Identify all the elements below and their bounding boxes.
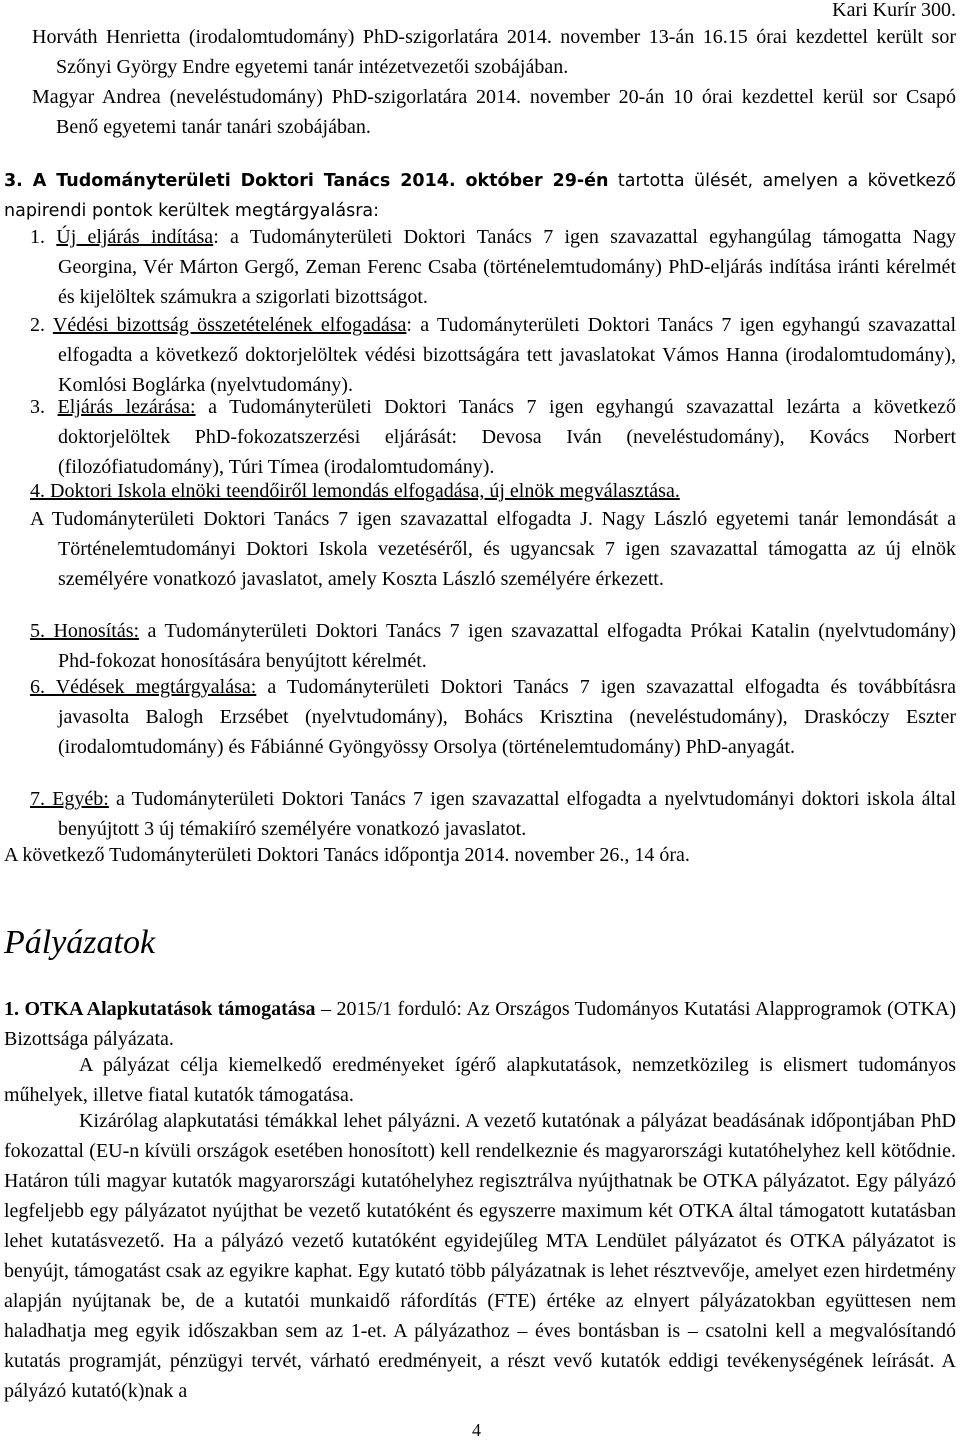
item-6-title: 6. Védések megtárgyalása:	[30, 676, 257, 698]
item-1-text: : a Tudományterületi Doktori Tanács 7 igen szavazattal egyhangúlag támogatta Nagy Georgina, Vér Márton Gergő, Zeman Ferenc Csaba (történelemtudomány) PhD-eljárás indítása iránti kérelmét és kijelöltek számukra a szigorlati bizottságot.	[58, 226, 957, 308]
agenda-item-3	[30, 392, 956, 482]
item-2-text: : a Tudományterületi Doktori Tanács 7 igen egyhangú szavazattal elfogadta a következő doktorjelöltek védési bizottságára tett javaslatokat Vámos Hanna (irodalomtudomány), Komlósi Boglárka (nyelvtudomány).	[58, 314, 957, 396]
otka-paragraph-2: Kizárólag alapkutatási témákkal lehet pályázni. A vezető kutatónak a pályázat beadásának időpontjában PhD fokozattal (EU-n kívüli országok esetében honosított) kell rendelkeznie és magyarországi kutatóhelyhez kell kötődnie. Határon túli magyar kutatók magyarországi kutatóhelyhez regisztrálva nyújthatnak be OTKA pályázatot. Egy pályázó legfeljebb egy pályázatot nyújthat be vezető kutatóként és egyszerre maximum két OTKA által támogatott kutatásban lehet kutatásvezető. Ha a pályázó vezető kutatóként egyidejűleg MTA Lendület pályázatot és OTKA pályázatot is benyújt, támogatást csak az egyikre kaphat. Egy kutató több pályázatnak is lehet résztvevője, amelyet ezen hirdetmény alapján nyújtanak be, de a kutatói munkaidő ráfordítás (FTE) értéke az elnyert pályázatokban együttesen nem haladhatja meg egyik időszakban sem az 1-et. A pályázathoz – éves bontásban is – csatolni kell a megvalósítandó kutatás programját, pénzügyi tervét, várható eredményeit, a részt vevő kutatók eddigi tevékenységének leírását. A pályázó kutató(k)nak a	[4, 1110, 956, 1402]
next-meeting: A következő Tudományterületi Doktori Tanács időpontja 2014. november 26., 14 óra.	[4, 844, 690, 866]
agenda-item-4-body: A Tudományterületi Doktori Tanács 7 igen szavazattal elfogadta J. Nagy László egyetemi tanár lemondását a Történelemtudományi Doktori Iskola vezetéséről, és ugyancsak 7 igen szavazattal támogatta az új elnök személyére vonatkozó javaslatot, amely Koszta László személyére érkezett.	[30, 508, 956, 590]
item-1-num: 1.	[30, 226, 45, 248]
agenda-item-2	[30, 310, 957, 400]
section-title-palyazatok: Pályázatok	[4, 924, 156, 961]
section-3-heading	[4, 166, 956, 226]
item-3-num: 3.	[30, 396, 45, 418]
item-3-title: Eljárás lezárása:	[57, 396, 196, 418]
item-1-title: Új eljárás indítása	[56, 226, 214, 248]
otka-title: OTKA Alapkutatások támogatása	[24, 998, 316, 1020]
section-3-heading-rest: tartotta ülését, amelyen a következő napirendi pontok kerültek megtárgyalásra:	[4, 171, 956, 221]
agenda-item-1	[30, 222, 957, 312]
item-5-text: a Tudományterületi Doktori Tanács 7 igen szavazattal elfogadta Prókai Katalin (nyelvtudomány) Phd-fokozat honosítására benyújtott kérelmét.	[58, 620, 956, 672]
agenda-item-5	[30, 616, 956, 676]
item-5-title: 5. Honosítás:	[30, 620, 140, 642]
item-2-title: Védési bizottság összetételének elfogadása	[52, 314, 407, 336]
agenda-item-4-title: 4. Doktori Iskola elnöki teendőiről lemondás elfogadása, új elnök megválasztása.	[30, 480, 680, 502]
agenda-item-7	[30, 784, 957, 844]
running-head: Kari Kurír 300.	[832, 0, 956, 21]
item-7-text: a Tudományterületi Doktori Tanács 7 igen szavazattal elfogadta a nyelvtudományi doktori iskola által benyújtott 3 új témakiíró személyére vonatkozó javaslatot.	[58, 788, 957, 840]
item-2-num: 2.	[30, 314, 45, 336]
otka-rest: – 2015/1 forduló: Az Országos Tudományos Kutatási Alapprogramok (OTKA) Bizottsága pályázata.	[4, 998, 956, 1050]
otka-heading	[4, 994, 956, 1054]
item-7-title: 7. Egyéb:	[30, 788, 109, 810]
page-number: 4	[472, 1420, 481, 1440]
section-3-heading-bold: 3. A Tudományterületi Doktori Tanács 2014. október 29-én	[4, 171, 609, 191]
item-6-text: a Tudományterületi Doktori Tanács 7 igen szavazattal elfogadta és továbbításra javasolta Balogh Erzsébet (nyelvtudomány), Bohács Krisztina (neveléstudomány), Draskóczy Eszter (irodalomtudomány) és Fábiánné Gyöngyössy Orsolya (történelemtudomány) PhD-anyagát.	[58, 676, 956, 758]
paragraph-magyar: Magyar Andrea (neveléstudomány) PhD-szigorlatára 2014. november 20-án 10 órai kezdettel kerül sor Csapó Benő egyetemi tanár tanári szobájában.	[32, 86, 956, 138]
otka-paragraph-1: A pályázat célja kiemelkedő eredményeket ígérő alapkutatások, nemzetközileg is elismert tudományos műhelyek, illetve fiatal kutatók támogatása.	[4, 1054, 956, 1106]
agenda-item-6	[30, 672, 956, 762]
item-3-text: a Tudományterületi Doktori Tanács 7 igen egyhangú szavazattal lezárta a következő doktorjelöltek PhD-fokozatszerzési eljárását: Devosa Iván (neveléstudomány), Kovács Norbert (filozófiatudomány), Túri Tímea (irodalomtudomány).	[58, 396, 956, 478]
otka-num: 1.	[4, 998, 25, 1020]
paragraph-horvath: Horváth Henrietta (irodalomtudomány) PhD-szigorlatára 2014. november 13-án 16.15 órai kezdettel került sor Szőnyi György Endre egyetemi tanár intézetvezetői szobájában.	[32, 26, 956, 78]
